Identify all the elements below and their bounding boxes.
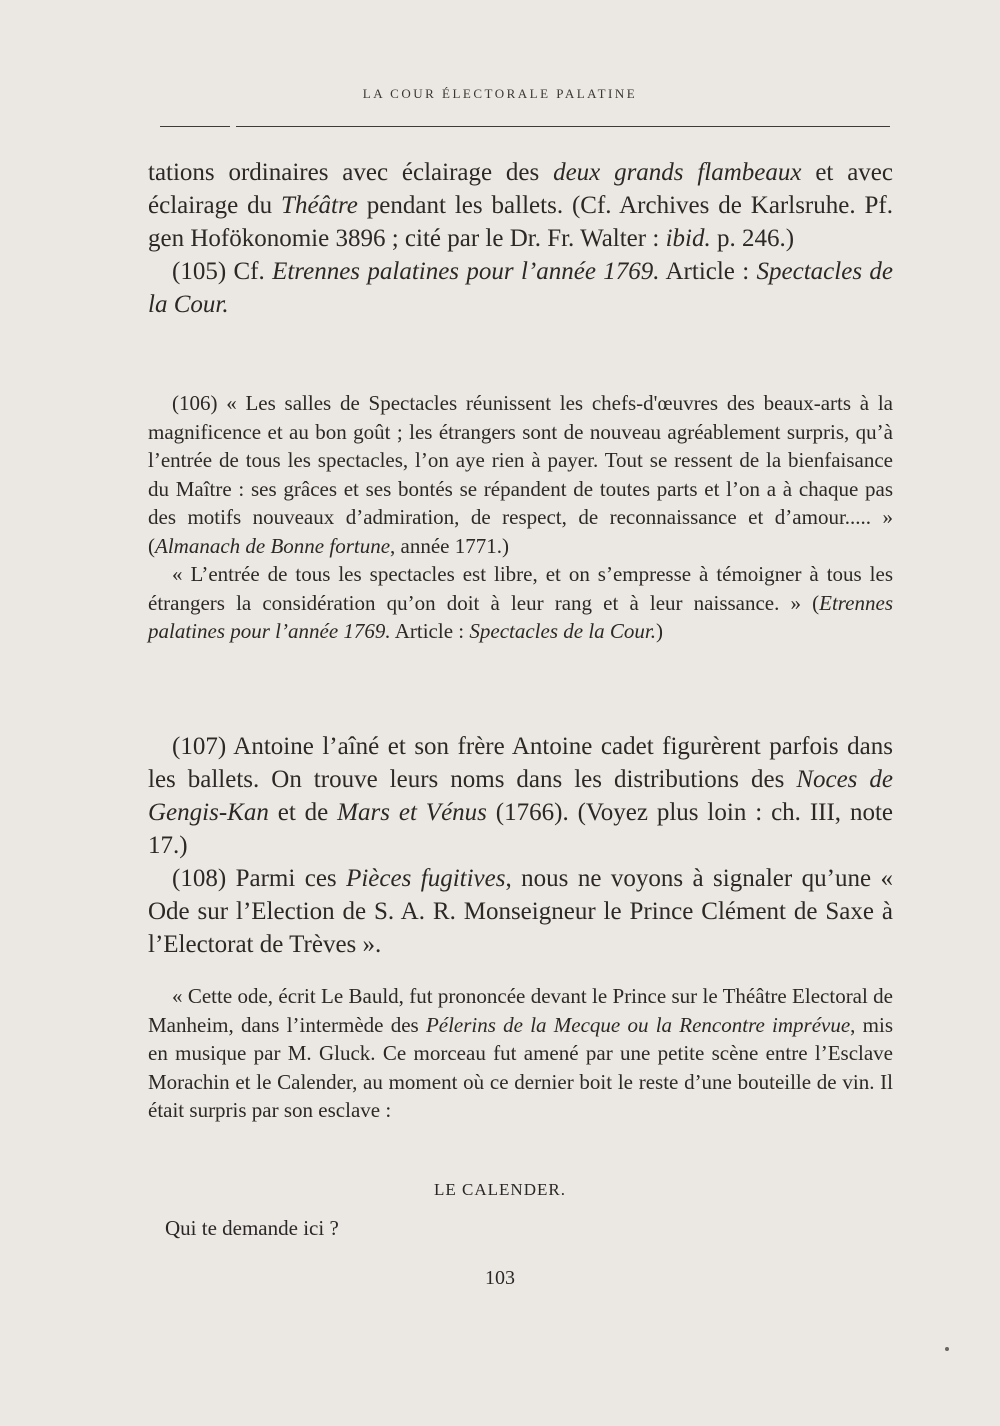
le-bauld-quote: « Cette ode, écrit Le Bauld, fut prononcée devant le Prince sur le Théâtre Electoral de Manheim, dans l’intermède des Pélerins de la Mecque ou la Rencontre imprévue, mis en musique par M. Gluck. Ce morceau fut amené par une petite scène entre l’Esclave Morachin et le Calender, au moment où ce dernier boit le reste d’une bouteille de vin. Il était surpris par son esclave : [148, 984, 893, 1122]
paper-speck [945, 1347, 949, 1351]
dialogue-line: Qui te demande ici ? [165, 1216, 339, 1240]
paragraph-continuation: tations ordinaires avec éclairage des deux grands flambeaux et avec éclairage du Théâtre pendant les ballets. (Cf. Archives de Karlsruhe. Pf. gen Hofökonomie 3896 ; cité par le Dr. Fr. Walter : ibid. p. 246.) (105) Cf. Etrennes palatines pour l’année 1769. Article : Spectacles de la Cour. [148, 159, 893, 318]
note-106: (106) « Les salles de Spectacles réunissent les chefs-d'œuvres des beaux-arts à la magnificence et au bon goût ; les étrangers sont de nouveau agréablement surpris, qu’à l’entrée de tous les spectacles, l’on aye rien à payer. Tout se ressent de la bienfaisance du Maître : ses grâces et ses bontés se répandent de toutes parts et l’on a à chaque pas des motifs nouveaux d’admiration, de respect, de reconnaissance et d’amour..... » (Almanach de Bonne fortune, année 1771.) « L’entrée de tous les spectacles est libre, et on s’empresse à témoigner à tous les étrangers la considération qu’on doit à leur rang et à leur naissance. » (Etrennes palatines pour l’année 1769. Article : Spectacles de la Cour.) [148, 391, 893, 643]
page-number: 103 [485, 1267, 515, 1289]
header-rule-short [160, 126, 230, 127]
note-107-108: (107) Antoine l’aîné et son frère Antoine cadet figurèrent parfois dans les ballets. On trouve leurs noms dans les distributions des Noces de Gengis-Kan et de Mars et Vénus (1766). (Voyez plus loin : ch. III, note 17.) (108) Parmi ces Pièces fugitives, nous ne voyons à signaler qu’une « Ode sur l’Election de S. A. R. Monseigneur le Prince Clément de Saxe à l’Electorat de Trèves ». [148, 733, 893, 958]
header-rule-long [236, 126, 890, 127]
speaker-name: LE CALENDER. [434, 1180, 566, 1199]
running-head: LA COUR ÉLECTORALE PALATINE [362, 86, 638, 101]
